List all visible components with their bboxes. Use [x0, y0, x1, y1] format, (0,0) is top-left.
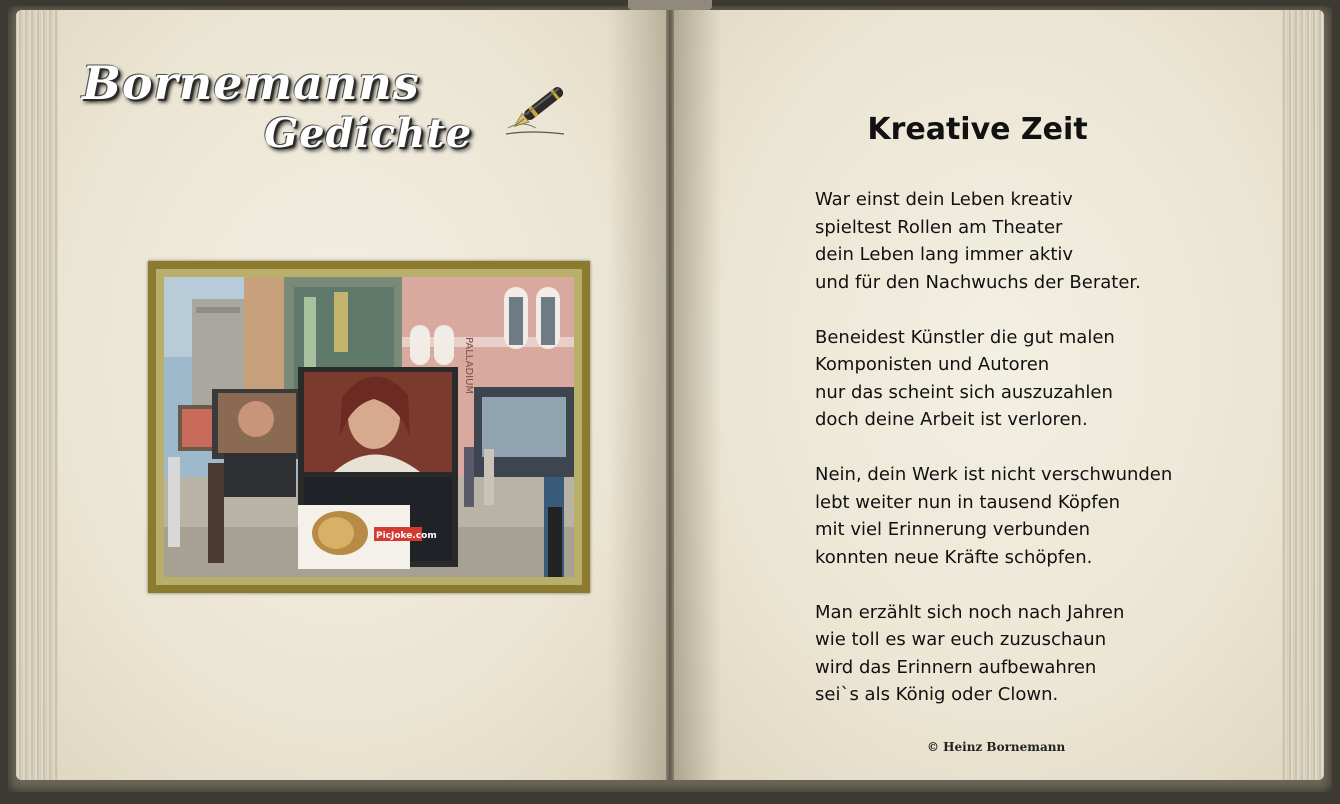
book-spine	[666, 10, 674, 780]
fountain-pen-icon	[500, 74, 580, 140]
poem-line: nur das scheint sich auszuzahlen	[815, 381, 1113, 403]
poem-line: dein Leben lang immer aktiv	[815, 244, 1074, 265]
poem-line: sei`s als König oder Clown.	[815, 684, 1059, 705]
poem-line: War einst dein Leben kreativ	[815, 189, 1073, 210]
poem-line: konnten neue Kräfte schöpfen.	[815, 546, 1093, 568]
logo-line-2: Gedichte	[264, 110, 473, 157]
poem-line: doch deine Arbeit ist verloren.	[815, 409, 1088, 430]
poem-text	[815, 186, 1275, 736]
copyright-text: © Heinz Bornemann	[927, 740, 1066, 754]
poem-line: wie toll es war euch zuzuschaun	[815, 629, 1107, 650]
poem-line: und für den Nachwuchs der Berater.	[815, 271, 1141, 293]
poem-line: spieltest Rollen am Theater	[815, 216, 1063, 238]
page-edges-right	[1282, 10, 1324, 780]
poem-line: Komponisten und Autoren	[815, 354, 1050, 375]
poem-line: wird das Erinnern aufbewahren	[815, 656, 1097, 678]
poem-stanza	[815, 324, 1275, 434]
page-edges-left	[16, 10, 58, 780]
gutter-shadow-right	[672, 10, 722, 780]
street-exhibition-photo	[164, 277, 574, 577]
poem-line: mit viel Erinnerung verbunden	[815, 519, 1091, 540]
poem-stanza	[815, 461, 1275, 571]
poem-title: Kreative Zeit	[867, 112, 1088, 147]
poem-line: lebt weiter nun in tausend Köpfen	[815, 491, 1121, 513]
logo-line-1: Bornemanns	[82, 56, 420, 110]
book-clasp	[628, 0, 712, 10]
photo-frame	[148, 261, 590, 593]
poem-line: Man erzählt sich noch nach Jahren	[815, 601, 1125, 623]
poem-line: Nein, dein Werk ist nicht verschwunden	[815, 464, 1173, 485]
poem-stanza	[815, 186, 1275, 296]
gutter-shadow-left	[608, 10, 668, 780]
poem-line: Beneidest Künstler die gut malen	[815, 326, 1115, 348]
poster-text: PicJoke.com	[376, 531, 437, 541]
poem-stanza	[815, 599, 1275, 709]
photo-mat	[156, 269, 582, 585]
building-sign-text: PALLADIUM	[463, 337, 474, 395]
